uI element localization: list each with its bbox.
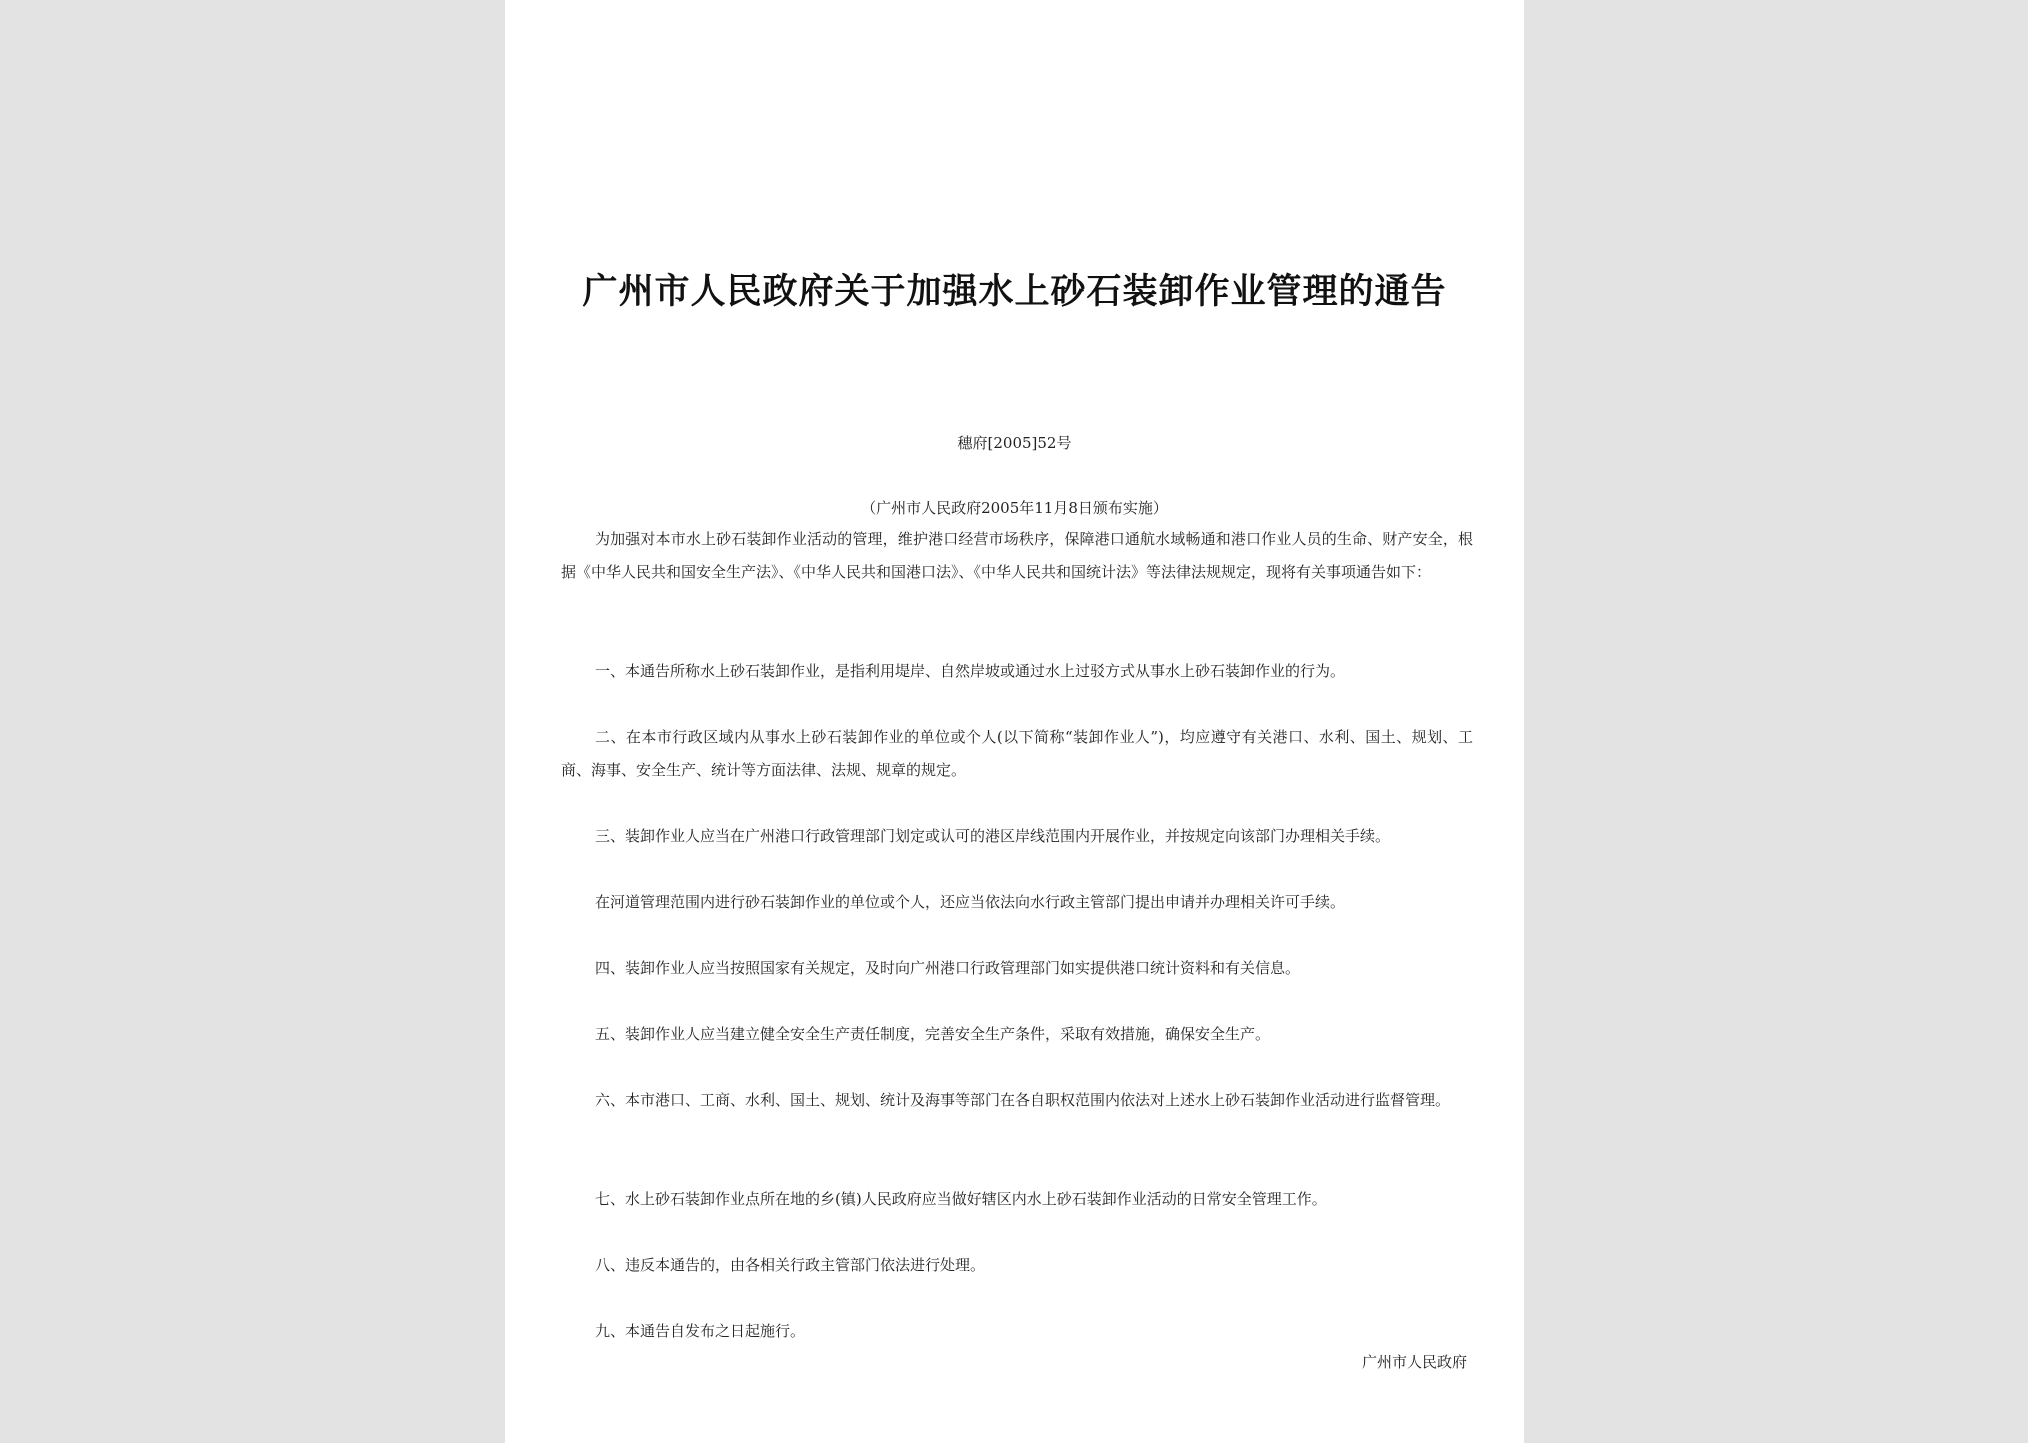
issuer-signature: 广州市人民政府 xyxy=(1361,1353,1467,1371)
item-9: 九、本通告自发布之日起施行。 xyxy=(595,1322,806,1340)
promulgation-note: （广州市人民政府2005年11月8日颁布实施） xyxy=(861,499,1168,517)
item-3-supplement: 在河道管理范围内进行砂石装卸作业的单位或个人，还应当依法向水行政主管部门提出申请并办理相关许可手续。 xyxy=(595,893,1346,911)
item-5: 五、装卸作业人应当建立健全安全生产责任制度，完善安全生产条件，采取有效措施，确保安全生产。 xyxy=(595,1025,1271,1043)
item-7: 七、水上砂石装卸作业点所在地的乡(镇)人民政府应当做好辖区内水上砂石装卸作业活动的日常安全管理工作。 xyxy=(595,1190,1327,1208)
item-8: 八、违反本通告的，由各相关行政主管部门依法进行处理。 xyxy=(595,1256,986,1274)
item-6: 六、本市港口、工商、水利、国土、规划、统计及海事等部门在各自职权范围内依法对上述水上砂石装卸作业活动进行监督管理。 xyxy=(595,1091,1451,1109)
item-4: 四、装卸作业人应当按照国家有关规定，及时向广州港口行政管理部门如实提供港口统计资料和有关信息。 xyxy=(595,959,1301,977)
item-2: 二、在本市行政区域内从事水上砂石装卸作业的单位或个人(以下简称“装卸作业人”)，均应遵守有关港口、水利、国土、规划、工商、海事、安全生产、统计等方面法律、法规、规章的规定。 xyxy=(561,728,1473,779)
document-page xyxy=(505,0,1524,1443)
item-3: 三、装卸作业人应当在广州港口行政管理部门划定或认可的港区岸线范围内开展作业，并按规定向该部门办理相关手续。 xyxy=(595,827,1391,845)
preamble-paragraph: 为加强对本市水上砂石装卸作业活动的管理，维护港口经营市场秩序，保障港口通航水域畅通和港口作业人员的生命、财产安全，根据《中华人民共和国安全生产法》、《中华人民共和国港口法》、《中华人民共和国统计法》等法律法规规定，现将有关事项通告如下： xyxy=(561,530,1473,581)
document-number: 穗府[2005]52号 xyxy=(957,434,1072,452)
item-1: 一、本通告所称水上砂石装卸作业，是指利用堤岸、自然岸坡或通过水上过驳方式从事水上砂石装卸作业的行为。 xyxy=(595,662,1346,680)
document-title: 广州市人民政府关于加强水上砂石装卸作业管理的通告 xyxy=(582,271,1447,312)
